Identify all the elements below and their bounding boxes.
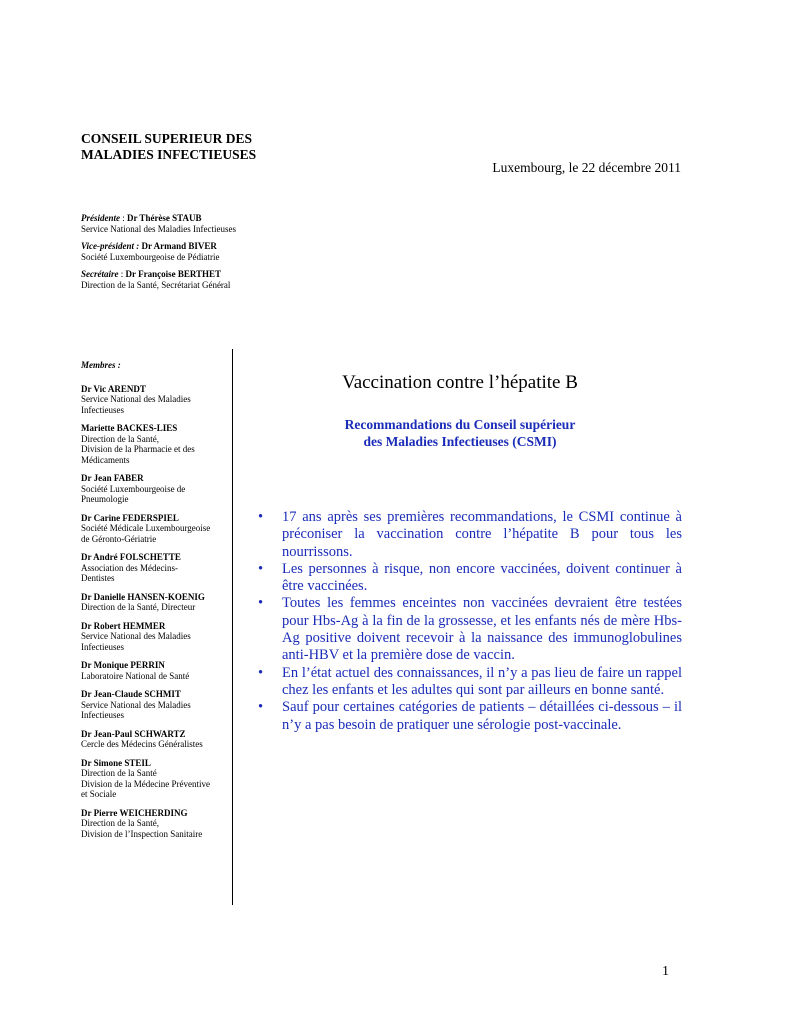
recommendation-item <box>258 699 682 734</box>
organization-title <box>81 131 341 163</box>
document-subtitle-line2: des Maladies Infectieuses (CSMI) <box>363 434 557 449</box>
member-entry <box>81 384 226 416</box>
member-name: Dr Jean FABER <box>81 473 144 483</box>
member-affiliation: Infectieuses <box>81 641 124 652</box>
member-name: Dr André FOLSCHETTE <box>81 552 181 562</box>
officers-block <box>81 213 321 297</box>
member-affiliation: Direction de la Santé, <box>81 818 159 828</box>
recommendation-text: 17 ans après ses premières recommandations, le CSMI continue à préconiser la vaccination contre l’hépatite B pour tous les nourrissons. <box>282 509 682 560</box>
member-name: Dr Monique PERRIN <box>81 660 165 670</box>
officer-secretary <box>81 269 321 290</box>
officer-affiliation: Direction de la Santé, Secrétariat Général <box>81 279 231 290</box>
members-list <box>81 360 226 847</box>
member-entry <box>81 592 226 613</box>
member-affiliation: Service National des Maladies <box>81 699 191 710</box>
member-affiliation: Service National des Maladies <box>81 394 191 404</box>
member-affiliation: Dentistes <box>81 573 115 583</box>
officer-role: Présidente <box>81 213 120 223</box>
recommendation-text: En l’état actuel des connaissances, il n’y a pas lieu de faire un rappel chez les enfants et les adultes qui sont par ailleurs en bonne santé. <box>282 664 682 698</box>
recommendation-text: Toutes les femmes enceintes non vaccinées devraient être testées pour Hbs-Ag à la fin de la grossesse, et les enfants nés de mère Hbs-Ag positive doivent recevoir à la naissance des immunoglobulines anti-HBV et la première dose de vaccin. <box>282 595 682 664</box>
member-name: Dr Simone STEIL <box>81 757 151 768</box>
bullet-icon: • <box>258 560 264 577</box>
vertical-divider <box>232 349 233 905</box>
member-affiliation: Direction de la Santé, <box>81 433 159 444</box>
recommendation-item <box>258 665 682 700</box>
member-entry <box>81 423 226 465</box>
member-name: Dr Robert HEMMER <box>81 620 166 631</box>
member-affiliation: Société Luxembourgeoise de <box>81 483 186 494</box>
member-name: Dr Vic ARENDT <box>81 383 146 394</box>
document-title: Vaccination contre l’hépatite B <box>342 372 578 393</box>
member-name: Dr Pierre WEICHERDING <box>81 807 188 818</box>
bullet-icon: • <box>258 595 264 612</box>
organization-title-line2: MALADIES INFECTIEUSES <box>81 147 257 162</box>
officer-separator: : <box>118 269 126 279</box>
member-name: Dr Jean-Claude SCHMIT <box>81 689 181 699</box>
member-affiliation: Pneumologie <box>81 494 129 504</box>
member-name: Dr Carine FEDERSPIEL <box>81 512 179 523</box>
page-number: 1 <box>662 964 669 979</box>
officer-separator: : <box>120 213 128 223</box>
member-entry <box>81 513 226 545</box>
bullet-icon: • <box>258 699 264 716</box>
bullet-icon: • <box>258 664 264 681</box>
member-affiliation: Association des Médecins- <box>81 562 178 573</box>
member-affiliation: Laboratoire National de Santé <box>81 670 190 681</box>
officer-name: Dr Françoise BERTHET <box>125 269 222 279</box>
member-entry <box>81 660 226 681</box>
officer-affiliation: Société Luxembourgeoise de Pédiatrie <box>81 251 220 262</box>
member-name: Dr Danielle HANSEN-KOENIG <box>81 591 205 602</box>
document-subtitle <box>245 416 675 450</box>
officer-president <box>81 213 321 234</box>
member-affiliation: Division de la Médecine Préventive <box>81 778 210 789</box>
member-affiliation: Direction de la Santé <box>81 768 157 778</box>
member-affiliation: Division de l’Inspection Sanitaire <box>81 828 203 839</box>
member-name: Dr Jean-Paul SCHWARTZ <box>81 728 186 739</box>
organization-title-line1: CONSEIL SUPERIEUR DES <box>81 131 253 146</box>
member-entry <box>81 473 226 505</box>
letter-date: Luxembourg, le 22 décembre 2011 <box>492 160 681 175</box>
officer-vice-president <box>81 241 321 262</box>
member-entry <box>81 729 226 750</box>
member-affiliation: Société Médicale Luxembourgeoise <box>81 523 211 533</box>
members-heading: Membres : <box>81 360 121 370</box>
member-affiliation: Direction de la Santé, Directeur <box>81 602 196 612</box>
member-affiliation: Cercle des Médecins Généralistes <box>81 739 203 749</box>
member-name: Mariette BACKES-LIES <box>81 423 178 433</box>
member-entry <box>81 552 226 584</box>
member-affiliation: et Sociale <box>81 789 117 799</box>
recommendation-item <box>258 595 682 664</box>
recommendation-text: Les personnes à risque, non encore vaccinées, doivent continuer à être vaccinées. <box>282 560 682 595</box>
member-affiliation: Médicaments <box>81 454 130 465</box>
officer-role: Vice-président : <box>81 241 140 251</box>
recommendation-text: Sauf pour certaines catégories de patients – détaillées ci-dessous – il n’y a pas besoin de pratiquer une sérologie post-vaccinale. <box>282 699 682 733</box>
officer-name: Dr Thérèse STAUB <box>127 213 202 223</box>
member-affiliation: Division de la Pharmacie et des <box>81 444 195 454</box>
member-affiliation: Infectieuses <box>81 404 124 415</box>
officer-name: Dr Armand BIVER <box>141 241 217 251</box>
bullet-icon: • <box>258 509 264 525</box>
member-entry <box>81 808 226 840</box>
member-affiliation: Service National des Maladies <box>81 631 191 641</box>
member-affiliation: Infectieuses <box>81 710 124 720</box>
recommendations-list <box>258 509 682 734</box>
document-subtitle-line1: Recommandations du Conseil supérieur <box>344 417 576 432</box>
member-entry <box>81 621 226 653</box>
officer-role: Secrétaire <box>81 269 119 279</box>
member-affiliation: de Géronto-Gériatrie <box>81 533 157 544</box>
recommendation-item <box>258 509 682 561</box>
officer-affiliation: Service National des Maladies Infectieuses <box>81 223 236 234</box>
recommendation-item <box>258 561 682 596</box>
member-entry <box>81 758 226 800</box>
member-entry <box>81 689 226 721</box>
